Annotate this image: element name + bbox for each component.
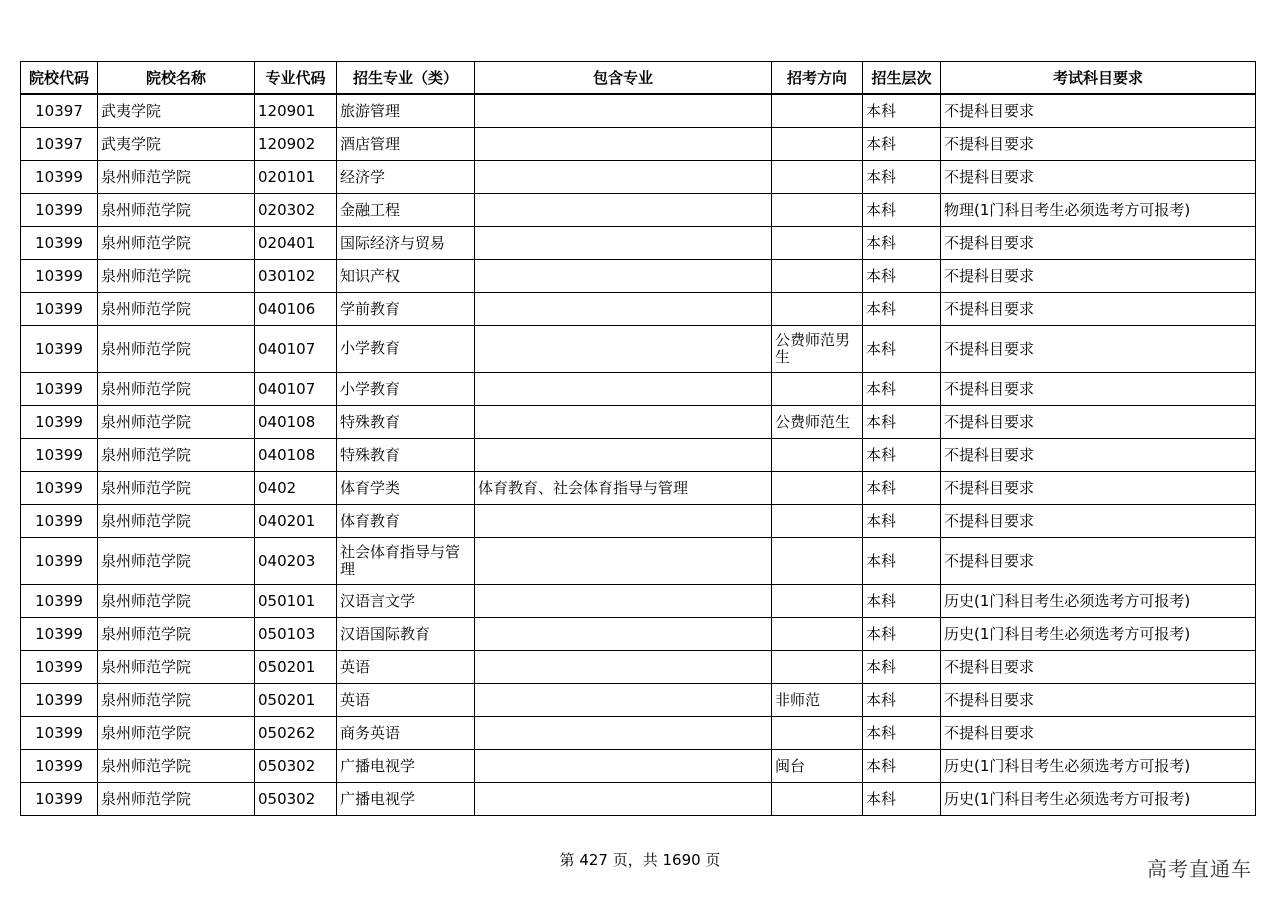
cell-major: 英语	[337, 650, 475, 683]
cell-included-majors	[475, 160, 772, 193]
cell-subject-requirement: 不提科目要求	[941, 716, 1256, 749]
cell-major: 社会体育指导与管理	[337, 537, 475, 584]
cell-school-code: 10399	[21, 716, 98, 749]
cell-major-code: 020401	[255, 226, 337, 259]
cell-major-code: 040201	[255, 504, 337, 537]
cell-school-code: 10397	[21, 127, 98, 160]
cell-included-majors	[475, 372, 772, 405]
cell-included-majors	[475, 259, 772, 292]
header-level: 招生层次	[863, 62, 941, 95]
cell-major-code: 050101	[255, 584, 337, 617]
cell-school-code: 10399	[21, 683, 98, 716]
cell-direction	[772, 372, 863, 405]
cell-major-code: 040107	[255, 372, 337, 405]
cell-direction	[772, 160, 863, 193]
cell-included-majors	[475, 193, 772, 226]
cell-level: 本科	[863, 749, 941, 782]
cell-major-code: 0402	[255, 471, 337, 504]
cell-subject-requirement: 不提科目要求	[941, 537, 1256, 584]
cell-level: 本科	[863, 94, 941, 127]
cell-included-majors	[475, 325, 772, 372]
cell-school-name: 泉州师范学院	[98, 226, 255, 259]
cell-subject-requirement: 不提科目要求	[941, 438, 1256, 471]
cell-school-name: 泉州师范学院	[98, 617, 255, 650]
cell-included-majors	[475, 292, 772, 325]
cell-major: 学前教育	[337, 292, 475, 325]
cell-direction: 公费师范男生	[772, 325, 863, 372]
table-row	[21, 683, 1256, 716]
cell-included-majors: 体育教育、社会体育指导与管理	[475, 471, 772, 504]
cell-subject-requirement: 不提科目要求	[941, 259, 1256, 292]
cell-school-name: 泉州师范学院	[98, 471, 255, 504]
cell-level: 本科	[863, 650, 941, 683]
cell-subject-requirement: 不提科目要求	[941, 127, 1256, 160]
cell-level: 本科	[863, 504, 941, 537]
header-major-code: 专业代码	[255, 62, 337, 95]
cell-major-code: 050201	[255, 650, 337, 683]
cell-school-name: 武夷学院	[98, 127, 255, 160]
cell-school-code: 10399	[21, 504, 98, 537]
cell-direction	[772, 438, 863, 471]
cell-direction	[772, 292, 863, 325]
cell-level: 本科	[863, 537, 941, 584]
table-row	[21, 504, 1256, 537]
cell-school-name: 泉州师范学院	[98, 438, 255, 471]
cell-level: 本科	[863, 683, 941, 716]
cell-major: 汉语言文学	[337, 584, 475, 617]
admissions-table	[20, 61, 1256, 816]
cell-direction	[772, 537, 863, 584]
cell-school-name: 泉州师范学院	[98, 405, 255, 438]
table-row	[21, 160, 1256, 193]
page-number: 第 427 页，共 1690 页	[559, 851, 721, 869]
table-row	[21, 650, 1256, 683]
cell-direction	[772, 617, 863, 650]
cell-included-majors	[475, 617, 772, 650]
header-school-code: 院校代码	[21, 62, 98, 95]
cell-level: 本科	[863, 325, 941, 372]
cell-direction	[772, 716, 863, 749]
cell-level: 本科	[863, 372, 941, 405]
cell-school-code: 10399	[21, 782, 98, 815]
cell-included-majors	[475, 749, 772, 782]
cell-subject-requirement: 物理(1门科目考生必须选考方可报考)	[941, 193, 1256, 226]
cell-school-name: 泉州师范学院	[98, 683, 255, 716]
cell-subject-requirement: 历史(1门科目考生必须选考方可报考)	[941, 617, 1256, 650]
cell-school-code: 10399	[21, 749, 98, 782]
table-header-row	[21, 62, 1256, 95]
cell-major: 经济学	[337, 160, 475, 193]
cell-school-name: 泉州师范学院	[98, 193, 255, 226]
cell-level: 本科	[863, 782, 941, 815]
cell-direction	[772, 226, 863, 259]
cell-school-name: 泉州师范学院	[98, 782, 255, 815]
cell-level: 本科	[863, 438, 941, 471]
cell-subject-requirement: 不提科目要求	[941, 405, 1256, 438]
cell-school-code: 10399	[21, 325, 98, 372]
cell-school-name: 泉州师范学院	[98, 160, 255, 193]
table-row	[21, 259, 1256, 292]
cell-included-majors	[475, 537, 772, 584]
cell-direction	[772, 193, 863, 226]
cell-direction: 公费师范生	[772, 405, 863, 438]
cell-subject-requirement: 不提科目要求	[941, 226, 1256, 259]
cell-level: 本科	[863, 127, 941, 160]
cell-included-majors	[475, 127, 772, 160]
cell-major-code: 050262	[255, 716, 337, 749]
cell-direction	[772, 782, 863, 815]
cell-subject-requirement: 不提科目要求	[941, 372, 1256, 405]
header-included-majors: 包含专业	[475, 62, 772, 95]
table-row	[21, 584, 1256, 617]
cell-major-code: 120901	[255, 94, 337, 127]
cell-school-code: 10399	[21, 193, 98, 226]
cell-subject-requirement: 不提科目要求	[941, 160, 1256, 193]
table-row	[21, 193, 1256, 226]
cell-level: 本科	[863, 716, 941, 749]
cell-school-code: 10399	[21, 650, 98, 683]
table-row	[21, 405, 1256, 438]
cell-school-code: 10399	[21, 471, 98, 504]
cell-direction	[772, 259, 863, 292]
cell-school-name: 泉州师范学院	[98, 372, 255, 405]
cell-major-code: 050201	[255, 683, 337, 716]
cell-major: 小学教育	[337, 372, 475, 405]
cell-subject-requirement: 不提科目要求	[941, 504, 1256, 537]
cell-major: 酒店管理	[337, 127, 475, 160]
cell-major: 特殊教育	[337, 438, 475, 471]
table-row	[21, 782, 1256, 815]
cell-major-code: 040108	[255, 405, 337, 438]
cell-included-majors	[475, 504, 772, 537]
cell-major: 体育学类	[337, 471, 475, 504]
table-row	[21, 127, 1256, 160]
table-row	[21, 226, 1256, 259]
cell-level: 本科	[863, 226, 941, 259]
cell-school-code: 10399	[21, 584, 98, 617]
cell-school-name: 泉州师范学院	[98, 504, 255, 537]
header-direction: 招考方向	[772, 62, 863, 95]
cell-major: 小学教育	[337, 325, 475, 372]
cell-level: 本科	[863, 584, 941, 617]
cell-major-code: 120902	[255, 127, 337, 160]
cell-major-code: 040203	[255, 537, 337, 584]
header-major: 招生专业（类）	[337, 62, 475, 95]
table-row	[21, 716, 1256, 749]
cell-school-name: 泉州师范学院	[98, 650, 255, 683]
cell-subject-requirement: 不提科目要求	[941, 683, 1256, 716]
cell-subject-requirement: 历史(1门科目考生必须选考方可报考)	[941, 782, 1256, 815]
cell-major-code: 020302	[255, 193, 337, 226]
cell-school-name: 泉州师范学院	[98, 292, 255, 325]
cell-major-code: 020101	[255, 160, 337, 193]
table-row	[21, 438, 1256, 471]
cell-subject-requirement: 不提科目要求	[941, 650, 1256, 683]
watermark: 高考直通车	[1147, 857, 1252, 881]
cell-major-code: 050103	[255, 617, 337, 650]
cell-school-name: 泉州师范学院	[98, 325, 255, 372]
cell-included-majors	[475, 94, 772, 127]
cell-school-code: 10399	[21, 438, 98, 471]
cell-major: 广播电视学	[337, 749, 475, 782]
table-row	[21, 325, 1256, 372]
cell-school-name: 泉州师范学院	[98, 749, 255, 782]
cell-school-code: 10399	[21, 226, 98, 259]
cell-school-name: 泉州师范学院	[98, 259, 255, 292]
cell-school-name: 武夷学院	[98, 94, 255, 127]
cell-subject-requirement: 不提科目要求	[941, 471, 1256, 504]
cell-major: 英语	[337, 683, 475, 716]
table-row	[21, 537, 1256, 584]
cell-level: 本科	[863, 617, 941, 650]
cell-direction	[772, 471, 863, 504]
cell-direction	[772, 94, 863, 127]
cell-major-code: 040107	[255, 325, 337, 372]
table-row	[21, 292, 1256, 325]
cell-school-code: 10399	[21, 405, 98, 438]
cell-major: 特殊教育	[337, 405, 475, 438]
cell-major: 国际经济与贸易	[337, 226, 475, 259]
header-school-name: 院校名称	[98, 62, 255, 95]
table-row	[21, 617, 1256, 650]
cell-included-majors	[475, 650, 772, 683]
cell-major: 广播电视学	[337, 782, 475, 815]
cell-direction: 非师范	[772, 683, 863, 716]
cell-major: 知识产权	[337, 259, 475, 292]
cell-school-code: 10397	[21, 94, 98, 127]
table-row	[21, 471, 1256, 504]
cell-direction	[772, 584, 863, 617]
cell-level: 本科	[863, 471, 941, 504]
cell-school-code: 10399	[21, 292, 98, 325]
cell-major-code: 050302	[255, 782, 337, 815]
cell-included-majors	[475, 584, 772, 617]
cell-school-name: 泉州师范学院	[98, 716, 255, 749]
cell-major-code: 050302	[255, 749, 337, 782]
cell-school-code: 10399	[21, 537, 98, 584]
cell-level: 本科	[863, 405, 941, 438]
cell-included-majors	[475, 683, 772, 716]
cell-direction: 闽台	[772, 749, 863, 782]
cell-major-code: 030102	[255, 259, 337, 292]
cell-major: 旅游管理	[337, 94, 475, 127]
cell-school-code: 10399	[21, 372, 98, 405]
table-row	[21, 94, 1256, 127]
cell-included-majors	[475, 405, 772, 438]
cell-direction	[772, 650, 863, 683]
cell-subject-requirement: 历史(1门科目考生必须选考方可报考)	[941, 749, 1256, 782]
table-row	[21, 372, 1256, 405]
cell-level: 本科	[863, 160, 941, 193]
cell-school-code: 10399	[21, 160, 98, 193]
table-row	[21, 749, 1256, 782]
cell-school-code: 10399	[21, 259, 98, 292]
cell-major: 商务英语	[337, 716, 475, 749]
cell-school-code: 10399	[21, 617, 98, 650]
cell-included-majors	[475, 716, 772, 749]
cell-subject-requirement: 历史(1门科目考生必须选考方可报考)	[941, 584, 1256, 617]
header-subject-requirement: 考试科目要求	[941, 62, 1256, 95]
cell-subject-requirement: 不提科目要求	[941, 325, 1256, 372]
cell-major: 汉语国际教育	[337, 617, 475, 650]
cell-direction	[772, 127, 863, 160]
cell-included-majors	[475, 226, 772, 259]
cell-major: 金融工程	[337, 193, 475, 226]
cell-subject-requirement: 不提科目要求	[941, 94, 1256, 127]
cell-major-code: 040108	[255, 438, 337, 471]
cell-level: 本科	[863, 193, 941, 226]
cell-level: 本科	[863, 259, 941, 292]
cell-direction	[772, 504, 863, 537]
cell-included-majors	[475, 438, 772, 471]
cell-school-name: 泉州师范学院	[98, 584, 255, 617]
cell-level: 本科	[863, 292, 941, 325]
cell-major: 体育教育	[337, 504, 475, 537]
cell-major-code: 040106	[255, 292, 337, 325]
cell-school-name: 泉州师范学院	[98, 537, 255, 584]
cell-subject-requirement: 不提科目要求	[941, 292, 1256, 325]
cell-included-majors	[475, 782, 772, 815]
